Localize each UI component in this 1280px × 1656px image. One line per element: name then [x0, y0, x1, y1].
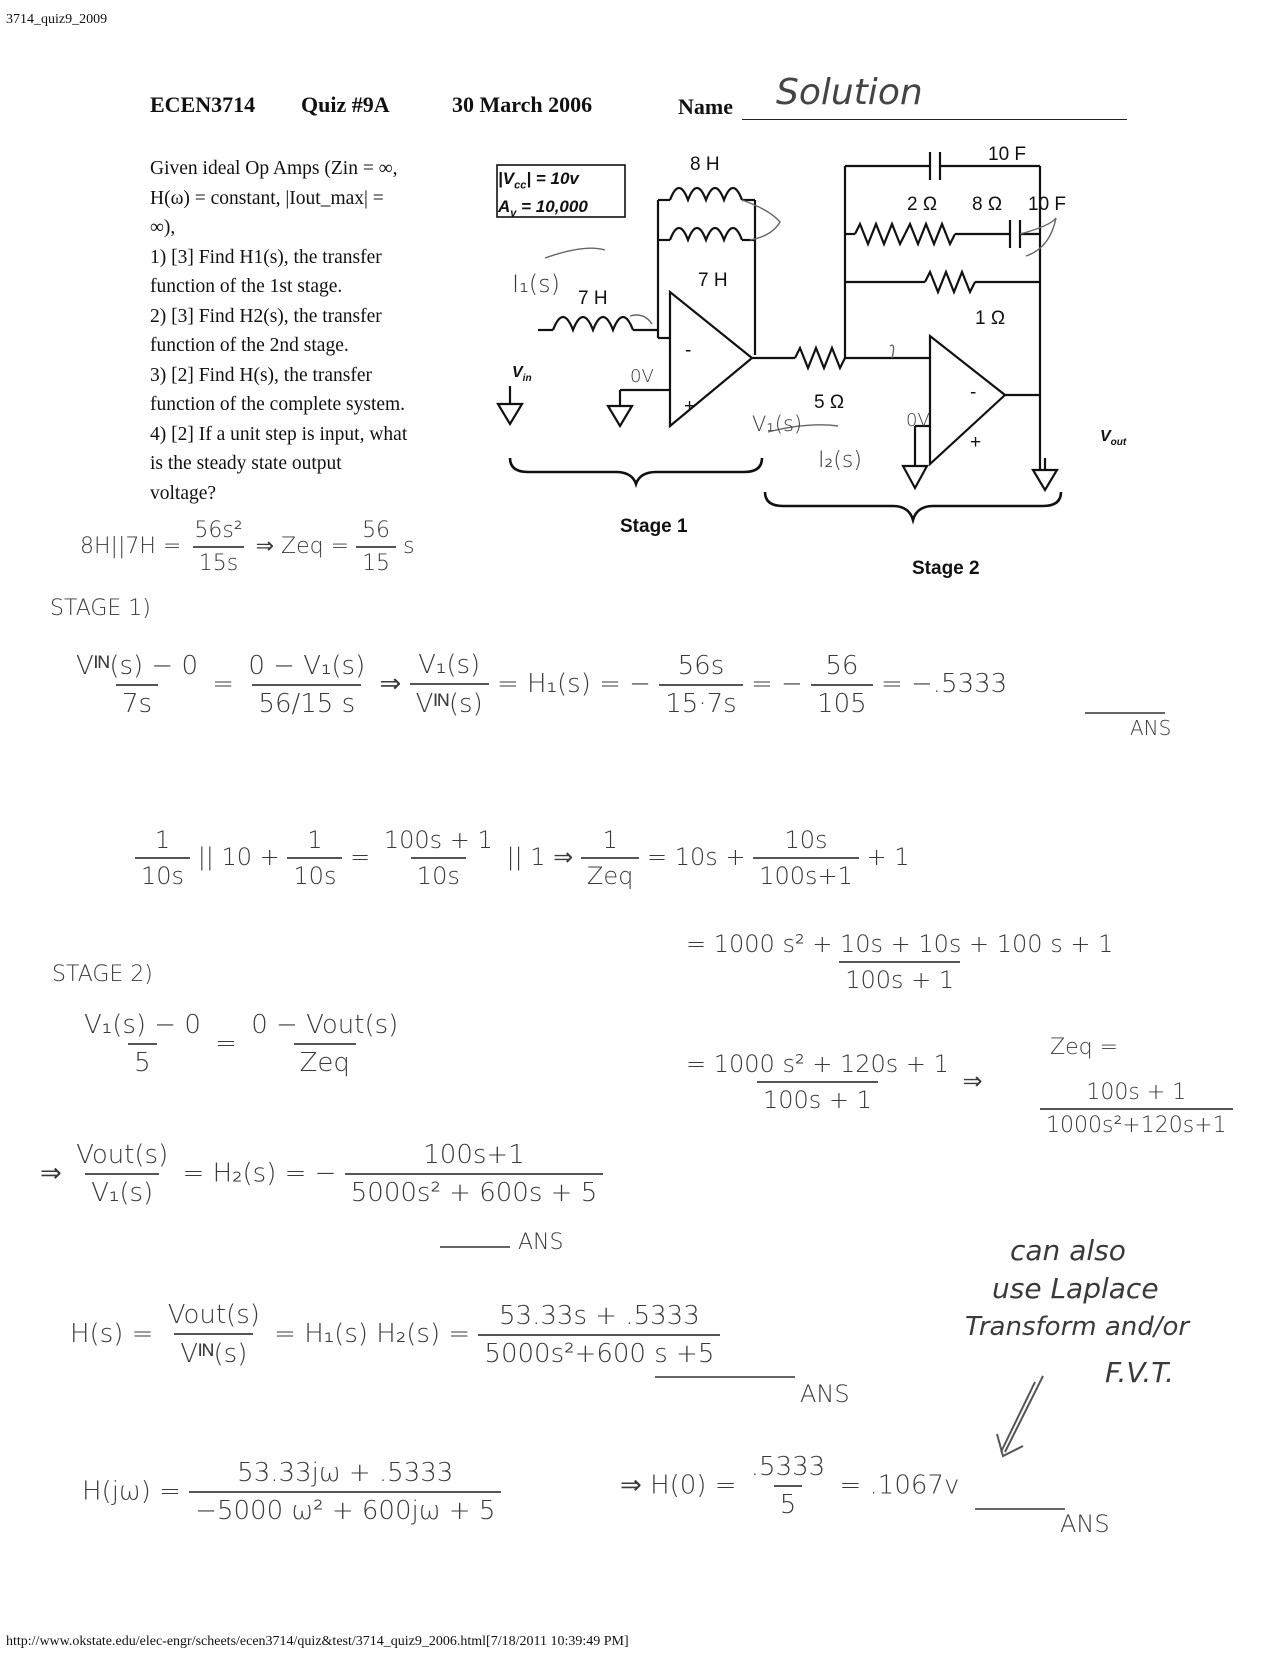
- current-loop-10f: [1020, 218, 1056, 256]
- label-vout: $V_{out}$: [1100, 428, 1127, 449]
- label-i1-handwritten: I₁(s): [512, 270, 560, 298]
- ans3-underline: [655, 1376, 795, 1378]
- label-stage2: Stage 2: [912, 558, 980, 579]
- label-5ohm: 5 Ω: [814, 392, 845, 413]
- current-loop-8h: [742, 200, 780, 240]
- zeq2-step2: $\frac{\text{= 1000 s² + 10s + 10s + 100 s + 1}}{100s + 1}$: [686, 930, 1114, 994]
- note-arrow: [995, 1372, 1055, 1462]
- label-7h-feedback: 7 H: [698, 270, 728, 291]
- ground-vout: [1033, 470, 1057, 490]
- opamp2-plus: +: [970, 432, 982, 453]
- inductor-7h-feedback: [670, 228, 742, 240]
- problem-line: H(ω) = constant, |Iout_max| =: [150, 187, 384, 209]
- problem-line: 3) [2] Find H(s), the transfer: [150, 364, 373, 386]
- label-0v-1: 0V: [630, 366, 654, 387]
- label-0v-2: 0V: [906, 410, 930, 431]
- hjw-equation: H(jω) = $\frac{53.33j\omega + .5333}{\text{−5000 ω² + 600jω + 5}}$: [82, 1458, 501, 1526]
- ans-1: ANS: [1130, 716, 1172, 740]
- zeq2-result: $\frac{100s + 1}{\text{1000s²+120s+1}}$: [1040, 1080, 1233, 1138]
- zeq2-parallel-equation: $\frac{1}{10s}$ || 10 + $\frac{1}{10s}$ = $\frac{100s + 1}{10s}$ || 1 ⇒ $\frac{1}{\text{Zeq}}$ = 10s + $\frac{10s}{100s+1}$ + 1: [135, 826, 910, 890]
- stage1-label: STAGE 1): [50, 596, 151, 621]
- zeq1-equation: 8H||7H = $\frac{\text{56s²}}{15s}$ ⇒ Zeq = $\frac{56}{15}$ s: [80, 518, 415, 576]
- label-i2-handwritten: I₂(s): [818, 448, 862, 473]
- label-10f-top: 10 F: [988, 144, 1027, 165]
- label-8ohm: 8 Ω: [972, 194, 1003, 215]
- stage2-label: STAGE 2): [52, 962, 153, 987]
- node-mark-2: [890, 345, 894, 358]
- problem-line: function of the 1st stage.: [150, 276, 343, 297]
- ground-opamp2: [903, 466, 927, 488]
- ans2-underline: [440, 1246, 510, 1248]
- inductor-8h: [670, 188, 742, 200]
- vcc-spec: $|V_{cc}| = 10v$ $A_v = 10,000$: [498, 169, 588, 220]
- name-underline: [742, 119, 1127, 120]
- stage1-equation: $\frac{\text{Vᴵᴺ(s) − 0}}{7s}$ = $\frac{\text{0 − V₁(s)}}{56/15 s}$ ⇒ $\frac{\text{V₁(s)}}{\text{Vᴵᴺ(s)}}$ = H₁(s) = − $\frac{56s}{15\cdot 7s}$ = − $\frac{56}{105}$ = −.5333: [76, 650, 1008, 719]
- note-line2: use Laplace: [992, 1272, 1159, 1305]
- stage1-brace: [510, 458, 762, 484]
- resistor-5ohm: [795, 348, 845, 368]
- problem-line: is the steady state output: [150, 453, 342, 474]
- ans-2: ANS: [518, 1230, 564, 1255]
- h-equation: H(s) = $\frac{\text{Vout(s)}}{\text{Vᴵᴺ(s)}}$ = H₁(s) H₂(s) = $\frac{53.33s + .5333}{\text{5000s²+600 s +5}}$: [70, 1300, 720, 1369]
- ground-vin: [498, 404, 522, 424]
- course-code: ECEN3714: [150, 92, 256, 117]
- label-8h: 8 H: [690, 154, 720, 175]
- name-value-handwritten: Solution: [776, 72, 923, 113]
- opamp1-plus: +: [684, 396, 696, 417]
- opamp-2: [930, 336, 1005, 464]
- ans1-underline: [1085, 712, 1165, 714]
- problem-line: 4) [2] If a unit step is input, what: [150, 423, 408, 445]
- problem-line: function of the 2nd stage.: [150, 335, 349, 356]
- label-7h-input: 7 H: [578, 288, 608, 309]
- label-v1-handwritten: V₁(s): [752, 412, 803, 436]
- note-line3: Transform and/or: [965, 1312, 1190, 1342]
- problem-line: voltage?: [150, 482, 217, 504]
- note-line4: F.V.T.: [1105, 1356, 1174, 1389]
- zeq2-step3: $\frac{\text{= 1000 s² + 120s + 1}}{100s + 1}$ ⇒: [686, 1050, 983, 1114]
- inductor-7h-input: [553, 317, 633, 330]
- problem-line: function of the complete system.: [150, 394, 406, 415]
- node-mark-1: [630, 315, 652, 324]
- label-stage1: Stage 1: [620, 516, 688, 537]
- resistor-2ohm: [855, 224, 905, 244]
- zeq2-label: Zeq =: [1050, 1035, 1118, 1060]
- problem-line: Given ideal Op Amps (Zin = ∞,: [150, 158, 398, 179]
- ans-3: ANS: [800, 1380, 850, 1408]
- problem-statement: [150, 154, 495, 508]
- resistor-8ohm: [905, 224, 955, 244]
- opamp2-minus: -: [970, 382, 977, 403]
- stage2-brace: [765, 492, 1061, 520]
- arrow-i1: [545, 248, 605, 258]
- problem-line: 1) [3] Find H1(s), the transfer: [150, 246, 382, 268]
- stage2-equation: $\frac{\text{V₁(s) − 0}}{5}$ = $\frac{\text{0 − Vout(s)}}{\text{Zeq}}$: [84, 1010, 399, 1078]
- h0-equation: ⇒ H(0) = $\frac{.5333}{5}$ = .1067v: [620, 1452, 960, 1520]
- page-header: 3714_quiz9_2009: [6, 12, 108, 27]
- name-label: Name: [678, 94, 733, 119]
- quiz-number: Quiz #9A: [301, 92, 390, 117]
- label-10f-mid: 10 F: [1028, 194, 1067, 215]
- h2-equation: ⇒ $\frac{\text{Vout(s)}}{\text{V₁(s)}}$ = H₂(s) = − $\frac{100s+1}{\text{5000s² + 600s + 5}}$: [40, 1140, 603, 1208]
- label-1ohm: 1 Ω: [975, 308, 1006, 329]
- label-2ohm: 2 Ω: [907, 194, 938, 215]
- page-footer-url: http://www.okstate.edu/elec-engr/scheets/ecen3714/quiz&test/3714_quiz9_2006.html[7/18/2011 10:39:49 PM]: [6, 1634, 629, 1649]
- opamp1-minus: -: [685, 340, 692, 361]
- problem-line: ∞),: [150, 217, 176, 238]
- opamp-1: [670, 292, 752, 426]
- ground-opamp1: [608, 406, 632, 426]
- problem-line: 2) [3] Find H2(s), the transfer: [150, 305, 382, 327]
- note-line1: can also: [1010, 1234, 1126, 1267]
- quiz-date: 30 March 2006: [452, 92, 593, 117]
- resistor-1ohm: [925, 272, 975, 292]
- label-vin: $V_{in}$: [512, 364, 532, 385]
- ans4-underline: [975, 1508, 1065, 1510]
- ans-4: ANS: [1060, 1510, 1110, 1538]
